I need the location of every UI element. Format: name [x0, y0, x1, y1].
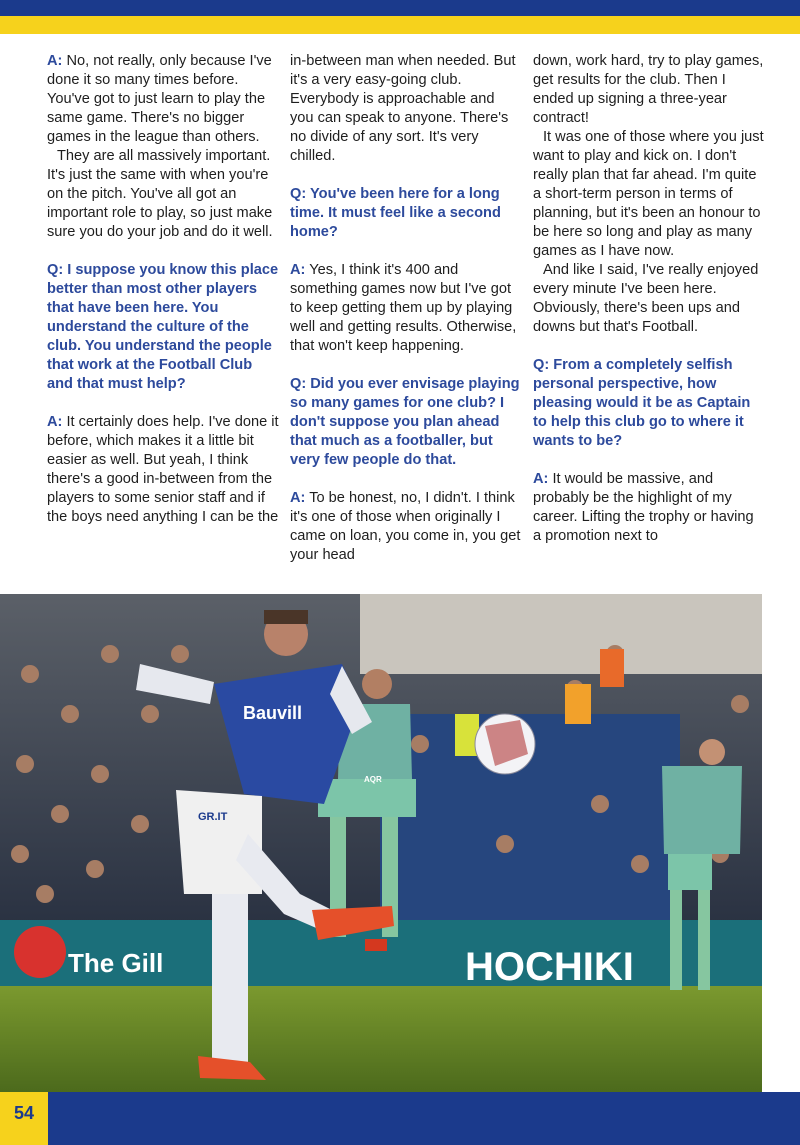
answer-paragraph [47, 413, 279, 527]
pitch [0, 984, 762, 1092]
article-column-3 [533, 52, 765, 592]
answer-text: No, not really, only because I've done it so many times before. You've got to just learn to play the same game. There's no bigger games in the league than others. [47, 53, 272, 145]
answer-text: It certainly does help. I've done it before, which makes it a little bit easier as well. But yeah, I think there's a good in-between from the players to some senior staff and if the boys need anything I can be the [47, 414, 279, 525]
answer-label: A: [47, 414, 63, 430]
steward [565, 684, 591, 724]
question: Q: Did you ever envisage playing so many games for one club? I don't suppose you plan ahead that much as a footballer, but very few people do that. [290, 376, 520, 468]
opponent-shirt-sponsor: AQR [364, 775, 382, 784]
answer-text: To be honest, no, I didn't. I think it's one of those when originally I came on loan, you come in, you get your head [290, 490, 521, 563]
body-paragraph: in-between man when needed. But it's a very easy-going club. Everybody is approachable and you can speak to anyone. There's no divide of any sort. It's very chilled. [290, 53, 516, 164]
answer-paragraph [290, 489, 522, 565]
question: Q: From a completely selfish personal perspective, how pleasing would it be as Captain to help this club go to where it wants to be? [533, 357, 751, 449]
article-column-1 [47, 52, 279, 592]
answer-paragraph [290, 261, 522, 356]
top-band-yellow [0, 16, 800, 34]
answer-label: A: [290, 490, 306, 506]
football [475, 714, 535, 774]
page-number: 54 [13, 1103, 35, 1123]
body-paragraph: They are all massively important. It's just the same with when you're on the pitch. You've all got an important role to play, so just make sure you do your job and do it well. [47, 148, 273, 240]
body-paragraph: And like I said, I've really enjoyed every minute I've been here. Obviously, there's been ups and downs but that's Football. [533, 262, 759, 335]
steward [600, 649, 624, 687]
answer-paragraph [47, 52, 279, 147]
top-band-navy [0, 0, 800, 16]
match-action-photo [0, 594, 762, 1092]
shorts-text: GR.IT [198, 811, 228, 823]
answer-paragraph [533, 470, 765, 546]
board-text-left: The Gill [68, 948, 164, 978]
article-column-2 [290, 52, 522, 592]
question: Q: I suppose you know this place better than most other players that have been here. You understand the culture of the club. You understand the people that work at the Football Club and that must help? [47, 262, 279, 392]
question: Q: You've been here for a long time. It must feel like a second home? [290, 186, 501, 240]
sponsor-logo [14, 926, 66, 978]
body-paragraph: down, work hard, try to play games, get results for the club. Then I ended up signing a three-year contract! [533, 53, 764, 126]
bottom-band-navy [0, 1092, 800, 1145]
shirt-sponsor: Bauvill [243, 703, 303, 723]
photo-illustration [0, 594, 762, 1092]
answer-label: A: [47, 53, 63, 69]
answer-label: A: [290, 262, 306, 278]
stand-wall [360, 594, 762, 674]
board-text-right: HOCHIKI [465, 945, 634, 989]
body-paragraph: It was one of those where you just want to play and kick on. I don't really plan that far ahead. I'm quite a short-term person in terms of planning, but it's been an honour to be here so long and play as many games as I have now. [533, 129, 764, 259]
answer-label: A: [533, 471, 549, 487]
answer-text: Yes, I think it's 400 and something games now but I've got to keep getting them up by playing well and getting results. Otherwise, that won't keep happening. [290, 262, 517, 354]
answer-text: It would be massive, and probably be the highlight of my career. Lifting the trophy or having a promotion next to [533, 471, 754, 544]
